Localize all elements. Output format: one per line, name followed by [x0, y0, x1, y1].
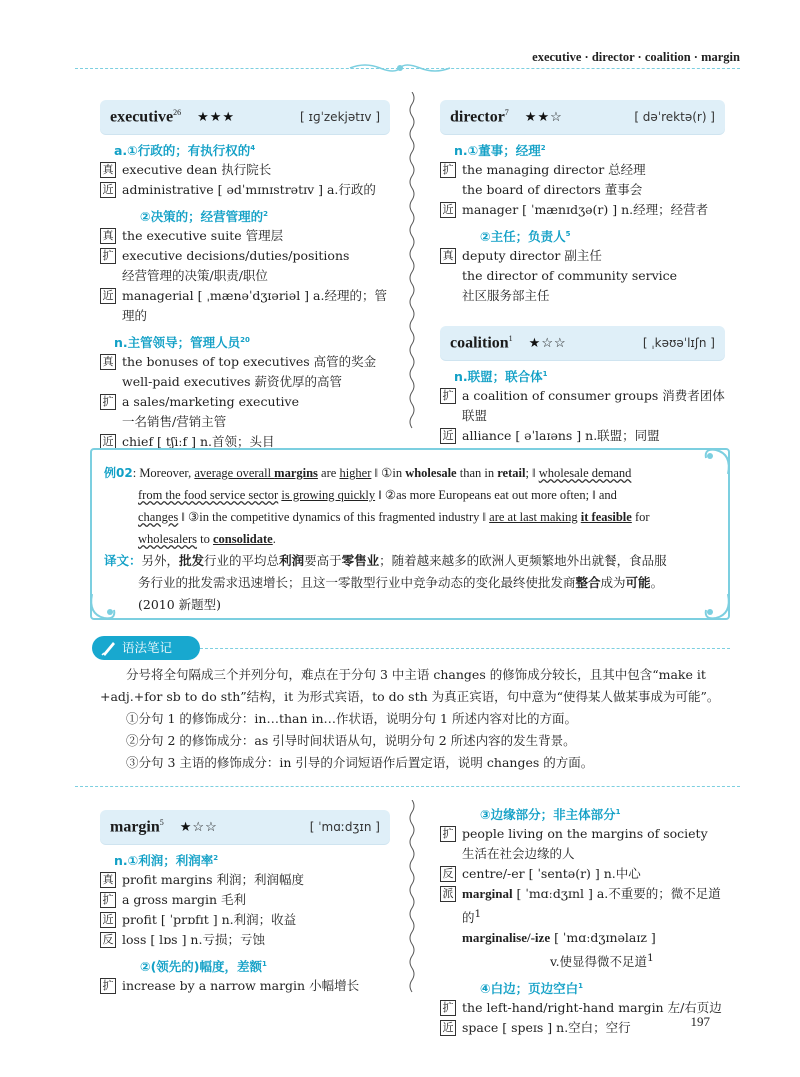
translation-line: 务行业的批发需求迅速增长；且这一零散型行业中竞争动态的变化最终使批发商整合成为可能。: [138, 575, 664, 590]
page-number: 197: [690, 1014, 710, 1029]
list-item: 反 loss [ lɒs ] n.亏损；亏蚀: [100, 930, 390, 950]
list-item: 近 space [ speɪs ] n.空白；空行: [440, 1018, 725, 1038]
list-item-cont: v.使显得微不足道$^1$: [550, 952, 654, 970]
entry-margin-cont: [440, 798, 725, 1038]
list-item-cont: the director of community service: [462, 268, 678, 283]
entry-margin: [100, 810, 390, 996]
translation-label: 译文：: [104, 553, 142, 568]
example-sentence-line: wholesalers to consolidate.: [138, 532, 276, 546]
list-item-cont: well-paid executives 薪资优厚的高管: [122, 374, 343, 389]
grammar-paragraph: ③分句 3 主语的修饰成分：in 引导的介词短语作后置定语，说明 changes 的方面。: [126, 755, 594, 770]
list-item-cont: 一名销售/营销主管: [122, 414, 227, 429]
list-item: 扩 executive decisions/duties/positions: [100, 246, 390, 266]
example-box: [90, 448, 730, 620]
headword-box: [440, 326, 725, 360]
list-item: 扩 people living on the margins of society: [440, 824, 725, 844]
phonetic: [ ɪɡˈzekjətɪv ]: [300, 110, 380, 124]
grammar-paragraph: ②分句 2 的修饰成分：as 引导时间状语从句，说明分句 2 所述内容的发生背景。: [126, 733, 576, 748]
running-head: executive · director · coalition · margin: [532, 50, 740, 64]
frequency-stars: ★★☆: [524, 109, 563, 125]
phonetic: [ dəˈrektə(r) ]: [634, 110, 715, 124]
translation-line: 译文：另外，批发行业的平均总利润要高于零售业；随着越来越多的欧洲人更频繁地外出就餐，食品服: [104, 553, 667, 568]
sense-heading: ②(领先的)幅度，差额$^1$: [140, 959, 267, 975]
list-item: 近 profit [ ˈprɒfɪt ] n.利润；收益: [100, 910, 390, 930]
example-sentence-line: changes ‖ ③in the competitive dynamics of this fragmented industry ‖ are at last making it feasible for: [138, 510, 650, 524]
list-item: 真 executive dean 执行院长: [100, 160, 390, 180]
list-item: 扩 the managing director 总经理: [440, 160, 725, 180]
grammar-note-title: 语法笔记: [122, 640, 173, 655]
entry-director: [440, 100, 725, 306]
ornament-icon: [345, 62, 455, 74]
example-label: 例02: [104, 466, 133, 480]
sense-heading: n.主管领导；管理人员$^{20}$: [114, 335, 250, 351]
grammar-paragraph: ①分句 1 的修饰成分：in…than in…作状语，说明分句 1 所述内容对比的方面。: [126, 711, 577, 726]
grammar-paragraph: 分号将全句隔成三个并列分句，难点在于分句 3 中主语 changes 的修饰成分较长，且其中包含“make it: [126, 667, 706, 682]
pen-icon: [100, 639, 118, 657]
headword-box: [440, 100, 725, 134]
sense-heading: ②主任；负责人$^5$: [480, 229, 571, 245]
headword: executive$^{26}$: [110, 107, 182, 126]
grammar-rule: [200, 648, 730, 649]
list-item: 扩 a coalition of consumer groups 消费者团体联盟: [440, 386, 725, 426]
phonetic: [ ˈmɑːdʒɪn ]: [309, 820, 380, 834]
source-note: (2010 新题型): [138, 597, 222, 612]
sense-heading: n.①董事；经理$^2$: [454, 143, 546, 159]
section-divider: [75, 786, 740, 787]
sense-heading: ④白边；页边空白$^1$: [480, 981, 583, 997]
list-item: 派 marginal [ ˈmɑːdʒɪnl ] a.不重要的；微不足道的$^1$: [440, 884, 725, 928]
list-item: 真 profit margins 利润；利润幅度: [100, 870, 390, 890]
list-item: 真 the executive suite 管理层: [100, 226, 390, 246]
phonetic: [ ˌkəʊəˈlɪʃn ]: [642, 336, 715, 350]
list-item-cont: 社区服务部主任: [462, 288, 550, 303]
example-sentence-line: 例02: Moreover, average overall margins are higher ‖ ①in wholesale than in retail; ‖ wholesale demand: [104, 466, 632, 480]
frequency-stars: ★★★: [197, 109, 236, 125]
sense-heading: ②决策的；经营管理的$^2$: [140, 209, 268, 225]
column-divider: [408, 800, 416, 1000]
headword-box: [100, 100, 390, 134]
list-item: 近 manager [ ˈmænɪdʒə(r) ] n.经理；经营者: [440, 200, 725, 220]
list-item: 扩 a sales/marketing executive: [100, 392, 390, 412]
sense-heading: n.联盟；联合体$^1$: [454, 369, 548, 385]
column-divider: [408, 92, 416, 432]
sense-heading: ③边缘部分；非主体部分$^1$: [480, 807, 621, 823]
example-sentence-line: from the food service sector is growing quickly ‖ ②as more Europeans eat out more often; ‖ and: [138, 488, 617, 502]
list-item: 扩 increase by a narrow margin 小幅增长: [100, 976, 390, 996]
list-item: 近 alliance [ əˈlaɪəns ] n.联盟；同盟: [440, 426, 725, 446]
list-item-cont: 生活在社会边缘的人: [462, 846, 575, 861]
list-item: 扩 the left-hand/right-hand margin 左/右页边: [440, 998, 725, 1018]
list-item: 反 centre/-er [ ˈsentə(r) ] n.中心: [440, 864, 725, 884]
list-item-cont: 经营管理的决策/职责/职位: [122, 268, 268, 283]
grammar-note-tab: [92, 636, 200, 660]
sense-heading: a.①行政的；有执行权的$^4$: [114, 143, 256, 159]
grammar-paragraph: +adj.+for sb to do sth”结构，it 为形式宾语，to do sth 为真正宾语，句中意为“使得某人做某事成为可能”。: [100, 689, 720, 704]
list-item: 真 deputy director 副主任: [440, 246, 725, 266]
list-item-cont: the board of directors 董事会: [462, 182, 643, 197]
list-item-cont: marginalise/-ize [ ˈmɑːdʒɪnəlaɪz ]: [462, 930, 656, 946]
list-item: 真 the bonuses of top executives 高管的奖金: [100, 352, 390, 372]
sense-heading: n.①利润；利润率$^2$: [114, 853, 219, 869]
list-item: 扩 a gross margin 毛利: [100, 890, 390, 910]
headword: coalition$^1$: [450, 333, 513, 352]
entry-executive: [100, 100, 390, 452]
frequency-stars: ★☆☆: [179, 819, 218, 835]
list-item: 近 managerial [ ˌmænəˈdʒɪəriəl ] a.经理的；管理的: [100, 286, 390, 326]
list-item: 近 administrative [ ədˈmɪnɪstrətɪv ] a.行政的: [100, 180, 390, 200]
entry-coalition: [440, 326, 725, 446]
list-item: 近 chief [ tʃiːf ] n.首领；头目: [100, 432, 390, 452]
headword: margin$^5$: [110, 817, 164, 836]
frequency-stars: ★☆☆: [528, 335, 567, 351]
headword-box: [100, 810, 390, 844]
headword: director$^7$: [450, 107, 509, 126]
grammar-note-body: [100, 664, 720, 774]
